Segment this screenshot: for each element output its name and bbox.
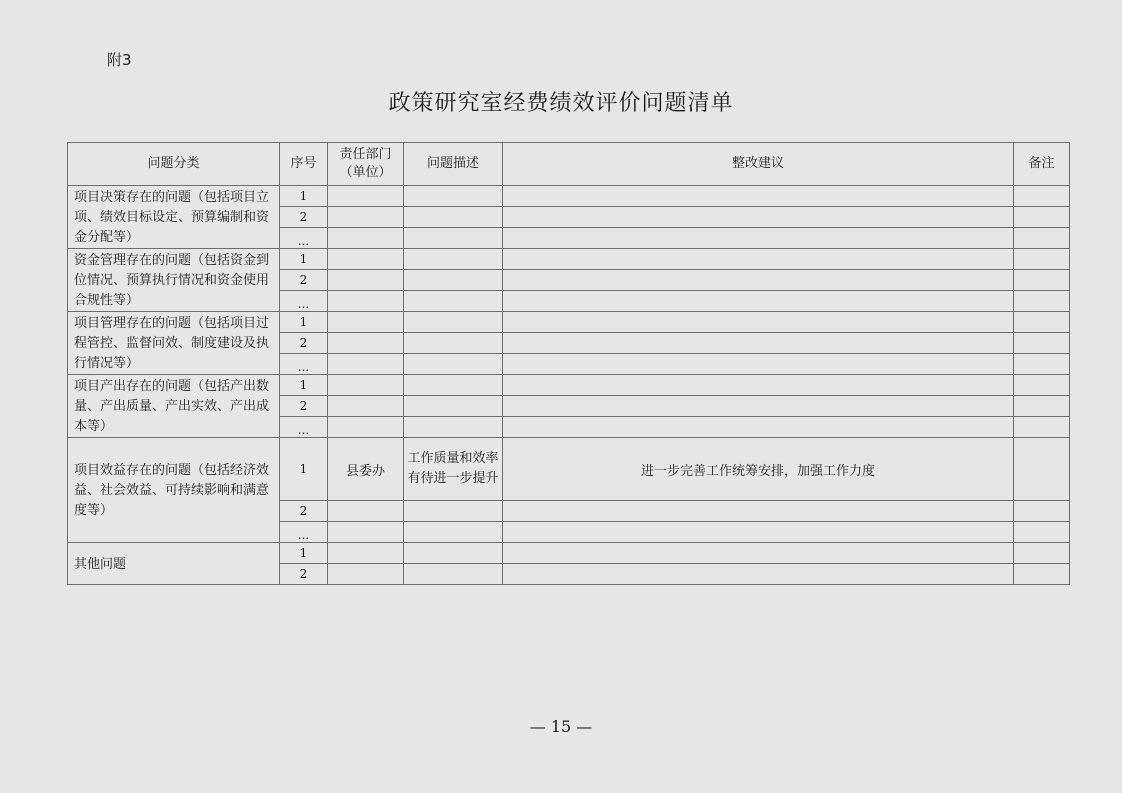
- desc-cell: [404, 270, 503, 291]
- desc-cell: [404, 501, 503, 522]
- remark-cell: [1014, 354, 1070, 375]
- seq-cell: 1: [280, 312, 328, 333]
- header-remark: 备注: [1014, 143, 1070, 186]
- remark-cell: [1014, 543, 1070, 564]
- header-dept: [328, 143, 404, 186]
- category-cell: 其他问题: [68, 543, 280, 585]
- category-cell: 项目决策存在的问题（包括项目立项、绩效目标设定、预算编制和资金分配等）: [68, 186, 280, 249]
- suggestion-cell: [503, 417, 1014, 438]
- desc-cell: [404, 312, 503, 333]
- category-cell: 资金管理存在的问题（包括资金到位情况、预算执行情况和资金使用合规性等）: [68, 249, 280, 312]
- table-row: [68, 312, 1070, 333]
- desc-cell: [404, 249, 503, 270]
- suggestion-cell: [503, 207, 1014, 228]
- desc-cell: [404, 564, 503, 585]
- desc-cell: [404, 396, 503, 417]
- dept-cell: 县委办: [328, 438, 404, 501]
- annex-label: 附3: [107, 51, 132, 69]
- header-dept-line1: 责任部门: [339, 147, 392, 162]
- seq-cell: ...: [280, 417, 328, 438]
- desc-cell: [404, 186, 503, 207]
- dept-cell: [328, 354, 404, 375]
- header-desc: 问题描述: [404, 143, 503, 186]
- category-cell: 项目产出存在的问题（包括产出数量、产出质量、产出实效、产出成本等）: [68, 375, 280, 438]
- suggestion-cell: 进一步完善工作统筹安排，加强工作力度: [503, 438, 1014, 501]
- desc-cell: [404, 333, 503, 354]
- desc-cell: 工作质量和效率有待进一步提升: [404, 438, 503, 501]
- dept-cell: [328, 249, 404, 270]
- header-category: 问题分类: [68, 143, 280, 186]
- seq-cell: ...: [280, 291, 328, 312]
- suggestion-cell: [503, 501, 1014, 522]
- remark-cell: [1014, 396, 1070, 417]
- dept-cell: [328, 417, 404, 438]
- dept-cell: [328, 396, 404, 417]
- suggestion-cell: [503, 291, 1014, 312]
- remark-cell: [1014, 228, 1070, 249]
- page-number: — 15 —: [529, 717, 593, 736]
- dept-cell: [328, 564, 404, 585]
- suggestion-cell: [503, 522, 1014, 543]
- table-row: [68, 249, 1070, 270]
- desc-cell: [404, 375, 503, 396]
- suggestion-cell: [503, 333, 1014, 354]
- seq-cell: ...: [280, 522, 328, 543]
- dept-cell: [328, 312, 404, 333]
- table-row: [68, 438, 1070, 501]
- desc-cell: [404, 543, 503, 564]
- remark-cell: [1014, 333, 1070, 354]
- remark-cell: [1014, 375, 1070, 396]
- seq-cell: 2: [280, 270, 328, 291]
- desc-cell: [404, 291, 503, 312]
- header-dept-line2: （单位）: [339, 165, 392, 180]
- suggestion-cell: [503, 312, 1014, 333]
- dept-cell: [328, 375, 404, 396]
- remark-cell: [1014, 522, 1070, 543]
- dept-cell: [328, 522, 404, 543]
- seq-cell: 2: [280, 396, 328, 417]
- table-row: [68, 375, 1070, 396]
- header-suggestion: 整改建议: [503, 143, 1014, 186]
- seq-cell: 1: [280, 375, 328, 396]
- dept-cell: [328, 501, 404, 522]
- remark-cell: [1014, 249, 1070, 270]
- suggestion-cell: [503, 543, 1014, 564]
- remark-cell: [1014, 417, 1070, 438]
- seq-cell: ...: [280, 354, 328, 375]
- remark-cell: [1014, 270, 1070, 291]
- header-row: [68, 143, 1070, 186]
- page-title: 政策研究室经费绩效评价问题清单: [388, 91, 734, 116]
- remark-cell: [1014, 186, 1070, 207]
- suggestion-cell: [503, 249, 1014, 270]
- issue-table: [67, 142, 1070, 585]
- seq-cell: 1: [280, 543, 328, 564]
- desc-cell: [404, 522, 503, 543]
- table-row: [68, 543, 1070, 564]
- suggestion-cell: [503, 270, 1014, 291]
- suggestion-cell: [503, 564, 1014, 585]
- category-cell: 项目管理存在的问题（包括项目过程管控、监督问效、制度建设及执行情况等）: [68, 312, 280, 375]
- seq-cell: 1: [280, 186, 328, 207]
- suggestion-cell: [503, 396, 1014, 417]
- remark-cell: [1014, 291, 1070, 312]
- seq-cell: 2: [280, 333, 328, 354]
- suggestion-cell: [503, 228, 1014, 249]
- dept-cell: [328, 333, 404, 354]
- remark-cell: [1014, 438, 1070, 501]
- dept-cell: [328, 291, 404, 312]
- dept-cell: [328, 186, 404, 207]
- dept-cell: [328, 228, 404, 249]
- remark-cell: [1014, 501, 1070, 522]
- seq-cell: ...: [280, 228, 328, 249]
- seq-cell: 1: [280, 438, 328, 501]
- suggestion-cell: [503, 375, 1014, 396]
- header-seq: 序号: [280, 143, 328, 186]
- dept-cell: [328, 270, 404, 291]
- desc-cell: [404, 354, 503, 375]
- suggestion-cell: [503, 354, 1014, 375]
- desc-cell: [404, 417, 503, 438]
- remark-cell: [1014, 312, 1070, 333]
- seq-cell: 1: [280, 249, 328, 270]
- seq-cell: 2: [280, 564, 328, 585]
- table-row: [68, 186, 1070, 207]
- remark-cell: [1014, 564, 1070, 585]
- dept-cell: [328, 543, 404, 564]
- desc-cell: [404, 207, 503, 228]
- seq-cell: 2: [280, 207, 328, 228]
- category-cell: 项目效益存在的问题（包括经济效益、社会效益、可持续影响和满意度等）: [68, 438, 280, 543]
- dept-cell: [328, 207, 404, 228]
- remark-cell: [1014, 207, 1070, 228]
- suggestion-cell: [503, 186, 1014, 207]
- seq-cell: 2: [280, 501, 328, 522]
- desc-cell: [404, 228, 503, 249]
